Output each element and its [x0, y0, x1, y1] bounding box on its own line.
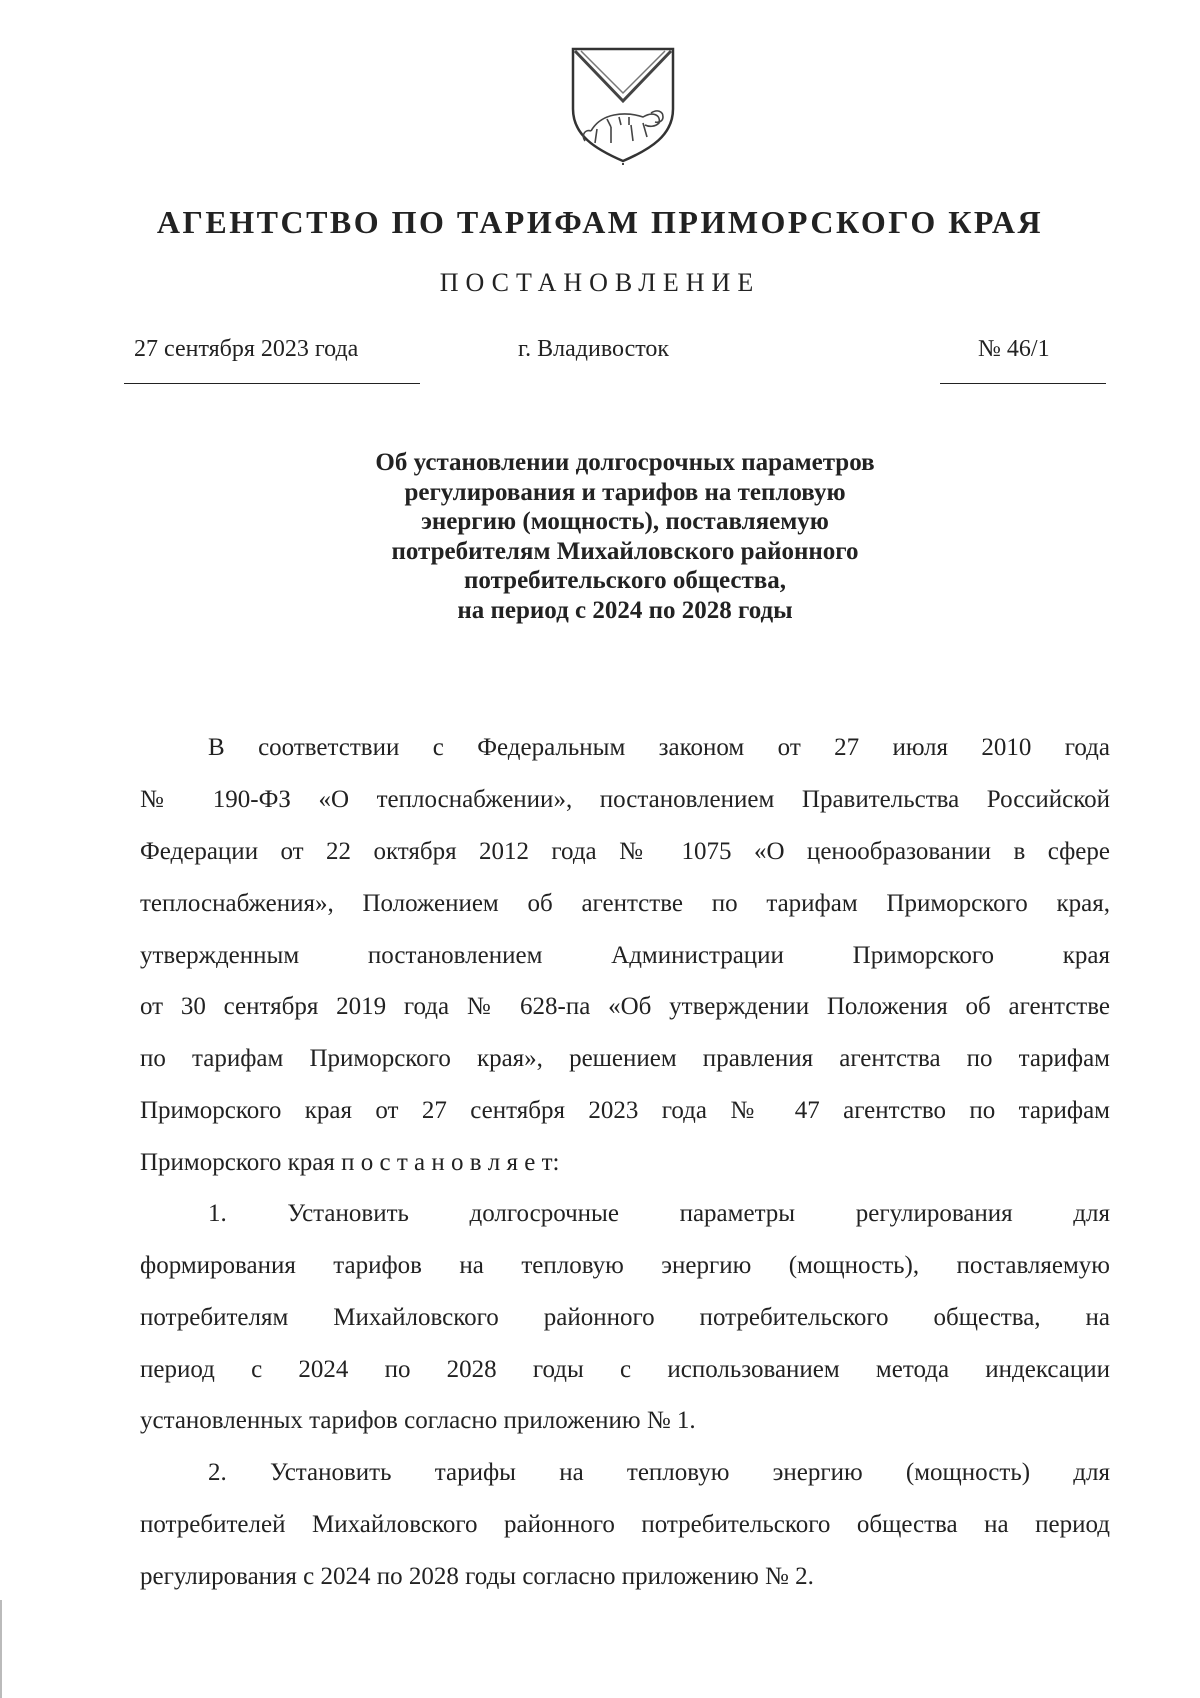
coat-of-arms-icon — [567, 45, 679, 165]
title-line: регулирования и тарифов на тепловую — [404, 478, 846, 506]
title-line: Об установлении долгосрочных параметров — [375, 449, 875, 476]
preamble-line: Федерации от 22 октября 2012 года № 1075 «О ценообразовании в сфере — [140, 838, 1110, 865]
item-1-line: потребителям Михайловского районного потребительского общества, на — [140, 1304, 1110, 1331]
preamble-line: Приморского края п о с т а н о в л я е т: — [140, 1149, 560, 1176]
title-line: потребителям Михайловского районного — [391, 537, 859, 565]
preamble-line: Приморского края от 27 сентября 2023 года № 47 агентство по тарифам — [140, 1097, 1110, 1124]
decree-city: г. Владивосток — [518, 336, 670, 362]
preamble-line: теплоснабжения», Положением об агентстве по тарифам Приморского края, — [140, 890, 1110, 917]
item-2-line: регулирования с 2024 по 2028 годы согласно приложению № 2. — [140, 1563, 814, 1590]
item-2-line: 2. Установить тарифы на тепловую энергию (мощность) для — [208, 1459, 1110, 1486]
decree-title — [320, 448, 930, 625]
item-1-line: установленных тарифов согласно приложению № 1. — [140, 1407, 696, 1434]
decree-date: 27 сентября 2023 года — [134, 336, 359, 362]
decree-number: № 46/1 — [978, 336, 1050, 362]
title-line: энергию (мощность), поставляемую — [421, 508, 829, 535]
item-2-line: потребителей Михайловского районного потребительского общества на период — [140, 1511, 1110, 1538]
preamble-line: от 30 сентября 2019 года № 628-па «Об утверждении Положения об агентстве — [140, 993, 1110, 1020]
item-1-line: период с 2024 по 2028 годы с использованием метода индексации — [140, 1356, 1110, 1383]
title-line: потребительского общества, — [464, 567, 786, 594]
item-1-line: 1. Установить долгосрочные параметры регулирования для — [208, 1200, 1110, 1227]
document-type: ПОСТАНОВЛЕНИЕ — [439, 268, 761, 297]
preamble-line: В соответствии с Федеральным законом от 27 июля 2010 года — [208, 734, 1110, 761]
agency-name: АГЕНТСТВО ПО ТАРИФАМ ПРИМОРСКОГО КРАЯ — [156, 204, 1044, 240]
preamble-line: по тарифам Приморского края», решением правления агентства по тарифам — [140, 1045, 1110, 1072]
preamble-line: № 190-ФЗ «О теплоснабжении», постановлением Правительства Российской — [140, 786, 1110, 813]
item-1-line: формирования тарифов на тепловую энергию (мощность), поставляемую — [140, 1252, 1110, 1279]
date-underline — [124, 383, 420, 384]
title-line: на период с 2024 по 2028 годы — [457, 596, 793, 624]
scan-edge-mark — [0, 1600, 2, 1698]
preamble-line: утвержденным постановлением Администрации Приморского края — [140, 942, 1110, 969]
number-underline — [940, 383, 1106, 384]
